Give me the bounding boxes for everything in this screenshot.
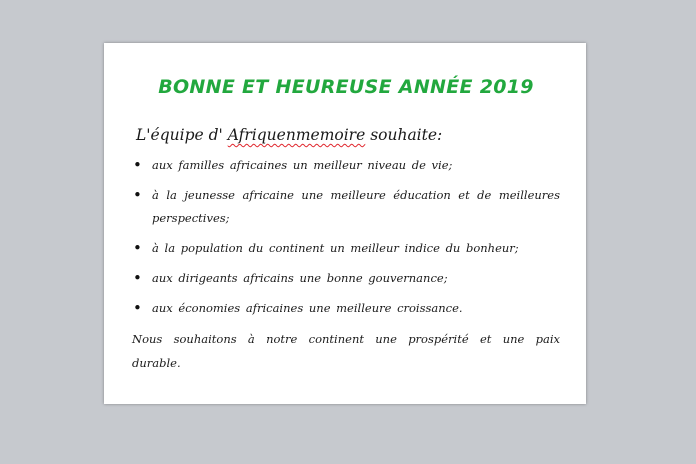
bullet-icon: • — [133, 186, 142, 204]
wish-text: aux économies africaines une meilleure croissance. — [152, 301, 463, 315]
list-item — [132, 237, 560, 260]
intro-prefix: L'équipe d' — [136, 126, 228, 144]
closing-paragraph: Nous souhaitons à notre continent une prospérité et une paix durable. — [132, 332, 560, 370]
list-item — [132, 267, 560, 290]
wish-text: aux familles africaines un meilleur niveau de vie; — [152, 158, 453, 172]
bullet-icon: • — [133, 156, 142, 174]
intro-suffix: souhaite: — [365, 126, 443, 144]
bullet-icon: • — [133, 269, 142, 287]
wish-text: à la jeunesse africaine une meilleure éducation et de meilleures perspectives; — [152, 188, 560, 225]
wish-text: à la population du continent un meilleur indice du bonheur; — [152, 241, 519, 255]
bullet-icon: • — [133, 299, 142, 317]
list-item — [132, 154, 560, 177]
bullet-icon: • — [133, 239, 142, 257]
org-name-misspelled: Afriquenmemoire — [227, 126, 366, 144]
greeting-title: BONNE ET HEUREUSE ANNÉE 2019 — [158, 76, 534, 98]
list-item — [132, 184, 560, 230]
intro-line — [136, 124, 560, 146]
document-page — [104, 43, 586, 404]
wish-list — [132, 154, 560, 320]
list-item — [132, 297, 560, 320]
wish-text: aux dirigeants africains une bonne gouvernance; — [152, 271, 448, 285]
